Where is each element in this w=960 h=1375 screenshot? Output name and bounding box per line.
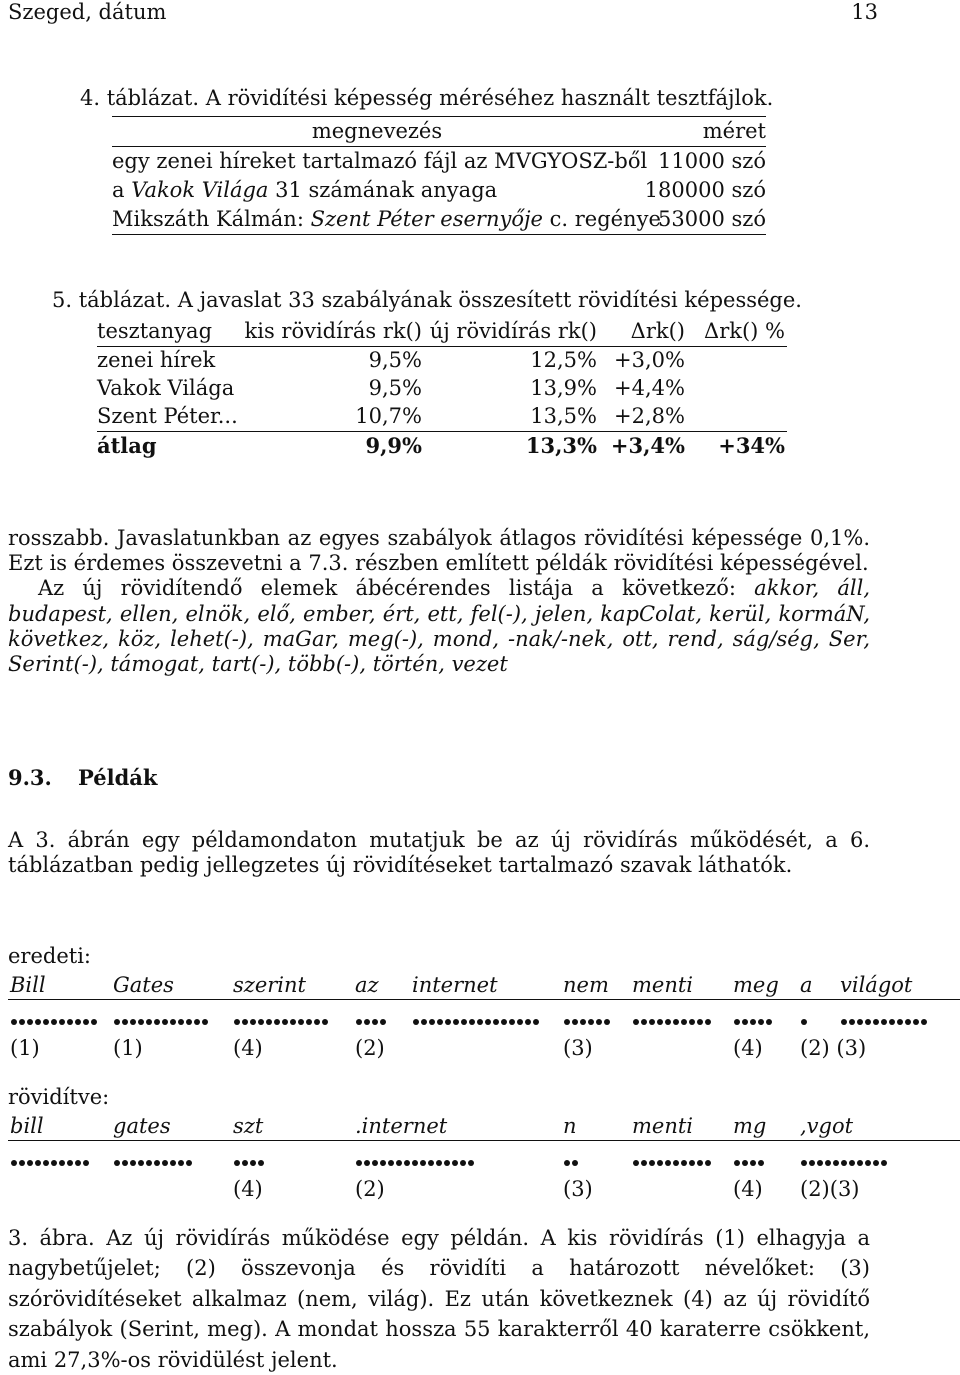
table5-cell: +3,0% — [614, 348, 685, 373]
table5-cell: 9,5% — [368, 348, 422, 373]
header-location-date: Szeged, dátum — [8, 0, 167, 24]
table5-cell: zenei hírek — [97, 348, 216, 373]
figure-caption: 3. ábra. Az új rövidírás működése egy példán. A kis rövidírás (1) elhagyja a nagybetűjelet; (2) összevonja és rövidíti a határozott névelőket: (3) szórövidítéseket alkalmaz (nem, világ). Ez után következnek (4) az új rövidítő szabályok (Serint, meg). A mondat hossza 55 karakterről 40 karaterre csökkent, ami 27,3%-os rövidülést jelent. — [8, 1226, 870, 1372]
table5-cell: 13,9% — [530, 376, 597, 401]
table5-cell: Vakok Világa — [97, 376, 235, 401]
table4-cell: 53000 szó — [658, 206, 766, 231]
short-word: menti — [632, 1114, 694, 1138]
braille-cells — [840, 1006, 928, 1024]
section-number: 9.3. — [8, 765, 52, 790]
table4-caption: 4. táblázat. A rövidítési képesség méréséhez használt tesztfájlok. — [80, 86, 774, 110]
braille-cells — [355, 1147, 475, 1165]
rule-mark: (2)(3) — [800, 1177, 860, 1201]
table4-header-row — [112, 116, 766, 147]
orig-word: szerint — [233, 973, 306, 997]
braille-cells — [233, 1006, 329, 1024]
braille-cells — [10, 1147, 90, 1165]
orig-word: világot — [840, 973, 913, 997]
rule-mark: (4) — [233, 1036, 263, 1060]
short-word: mg — [733, 1114, 767, 1138]
table5-col: kis rövidírás rk() — [244, 319, 422, 344]
rule-mark: (3) — [563, 1036, 593, 1060]
figure-short-label: rövidítve: — [8, 1085, 110, 1109]
table-row — [112, 147, 766, 176]
body-text — [8, 526, 870, 677]
paragraph: A 3. ábrán egy példamondaton mutatjuk be az új rövidírás működését, a 6. táblázatban pedig jellegzetes új rövidítéseket tartalmazó szavak láthatók. — [8, 828, 870, 878]
rule-mark: (2) (3) — [800, 1036, 867, 1060]
table4 — [112, 116, 766, 235]
table4-cell: a — [112, 177, 132, 202]
braille-cells — [113, 1006, 209, 1024]
figure-original-label: eredeti: — [8, 944, 91, 968]
paragraph-intro: Az új rövidítendő elemek ábécérendes listája a következő: — [38, 576, 755, 601]
table5-total-row — [97, 431, 787, 460]
table5-cell: átlag — [97, 433, 157, 459]
braille-cells — [563, 1006, 611, 1024]
table-row — [112, 205, 766, 235]
table-row — [97, 375, 787, 403]
table4-cell: egy zenei híreket tartalmazó fájl az MVGYOSZ-ből — [112, 148, 648, 173]
braille-cells — [113, 1147, 193, 1165]
braille-cells — [733, 1006, 773, 1024]
table5-cell: +4,4% — [614, 376, 685, 401]
underline — [8, 999, 960, 1000]
rule-mark: (4) — [233, 1177, 263, 1201]
rule-mark: (2) — [355, 1177, 385, 1201]
table4-cell-italic: Vakok Világa — [131, 177, 269, 202]
underline — [8, 1140, 960, 1141]
braille-cells — [412, 1006, 540, 1024]
table5 — [97, 318, 787, 460]
table5-cell: +34% — [718, 433, 785, 459]
paragraph: rosszabb. Javaslatunkban az egyes szabályok átlagos rövidítési képessége 0,1%. Ezt is érdemes összevetni a 7.3. részben említett példák rövidítési képességével. — [8, 526, 870, 576]
short-word: ,vgot — [800, 1114, 854, 1138]
braille-cells — [563, 1147, 579, 1165]
section-heading — [8, 765, 157, 790]
abbreviation-list: akkor, áll, budapest, ellen, elnök, elő, ember, ért, ett, fel(-), jelen, kapColat, kerül, kormáN, következ, köz, lehet(-), maGar, meg(-), mond, -nak/-nek, ott, rend, ság/ség, Ser, Serint(-), támogat, tart(-), több(-), történ, vezet — [8, 576, 870, 676]
paragraph — [8, 576, 870, 677]
short-word: gates — [113, 1114, 171, 1138]
table4-col-size: méret — [702, 118, 766, 143]
table5-cell: 12,5% — [530, 348, 597, 373]
page-header — [8, 0, 878, 26]
rule-mark: (2) — [355, 1036, 385, 1060]
short-word: n — [563, 1114, 577, 1138]
table-row — [97, 347, 787, 375]
orig-word: meg — [733, 973, 779, 997]
orig-word: Bill — [10, 973, 46, 997]
table4-cell-italic: Szent Péter esernyője — [310, 206, 543, 231]
table-row — [112, 176, 766, 205]
orig-word: menti — [632, 973, 694, 997]
braille-cells — [800, 1147, 888, 1165]
braille-cells — [10, 1006, 98, 1024]
table5-cell: 13,3% — [525, 433, 597, 459]
table5-caption: 5. táblázat. A javaslat 33 szabályának összesített rövidítési képessége. — [52, 288, 802, 312]
page-number: 13 — [851, 0, 878, 24]
table5-header-row — [97, 318, 787, 347]
table-row — [97, 403, 787, 431]
table5-cell: +2,8% — [614, 404, 685, 429]
table4-cell: c. regénye — [542, 206, 661, 231]
table4-col-name: megnevezés — [311, 118, 443, 143]
table4-cell: 11000 szó — [658, 148, 766, 173]
short-word: .internet — [355, 1114, 448, 1138]
table4-cell: 31 számának anyaga — [268, 177, 498, 202]
rule-mark: (1) — [10, 1036, 40, 1060]
table5-col: új rövidírás rk() — [429, 319, 597, 344]
orig-word: Gates — [113, 973, 174, 997]
braille-cells — [632, 1006, 712, 1024]
rule-mark: (1) — [113, 1036, 143, 1060]
table5-col: tesztanyag — [97, 319, 213, 344]
table5-col: Δrk() % — [704, 319, 785, 344]
braille-cells — [233, 1147, 265, 1165]
braille-cells — [733, 1147, 765, 1165]
rule-mark: (3) — [563, 1177, 593, 1201]
short-word: szt — [233, 1114, 264, 1138]
table4-cell: 180000 szó — [644, 177, 766, 202]
table5-cell: 10,7% — [355, 404, 422, 429]
rule-mark: (4) — [733, 1036, 763, 1060]
braille-cells — [632, 1147, 712, 1165]
table5-cell: +3,4% — [610, 433, 685, 459]
table5-col: Δrk() — [630, 319, 685, 344]
table5-cell: 9,9% — [365, 433, 422, 459]
orig-word: a — [800, 973, 813, 997]
section-title: Példák — [78, 765, 158, 790]
braille-cells — [355, 1006, 387, 1024]
table4-cell: Mikszáth Kálmán: — [112, 206, 311, 231]
short-word: bill — [10, 1114, 44, 1138]
table5-cell: Szent Péter... — [97, 404, 238, 429]
orig-word: internet — [412, 973, 498, 997]
orig-word: az — [355, 973, 379, 997]
braille-cells — [800, 1006, 808, 1024]
table5-cell: 9,5% — [368, 376, 422, 401]
orig-word: nem — [563, 973, 609, 997]
rule-mark: (4) — [733, 1177, 763, 1201]
table5-cell: 13,5% — [530, 404, 597, 429]
